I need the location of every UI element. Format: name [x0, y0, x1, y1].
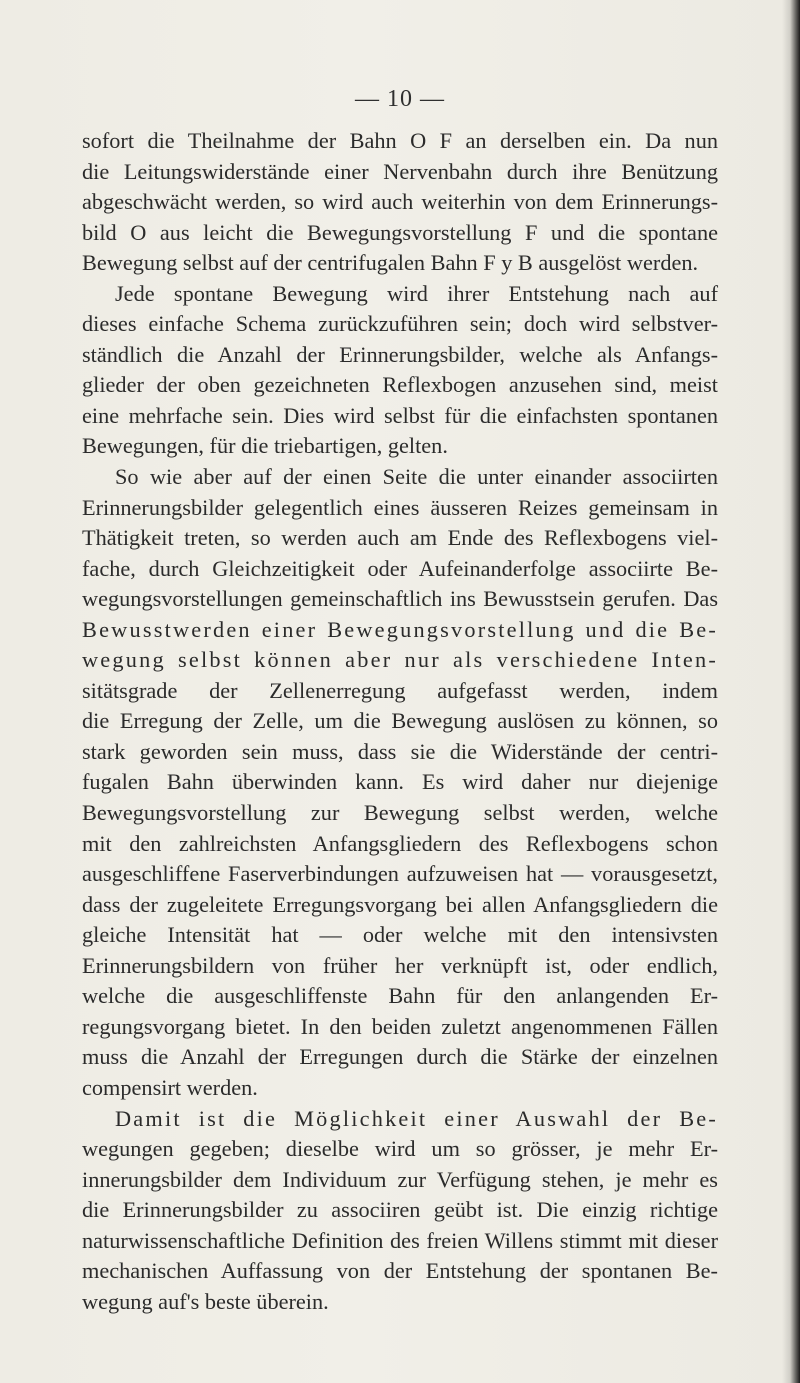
text-line: gleiche Intensität hat — oder welche mit den intensivsten	[82, 922, 718, 948]
text-line: Damit ist die Möglichkeit einer Auswahl der Be-	[115, 1105, 718, 1131]
text-line: mechanischen Auffassung von der Entstehung der spontanen Be-	[82, 1258, 718, 1284]
text-line: mit den zahlreichsten Anfangsgliedern des Reflexbogens schon	[82, 830, 718, 856]
body-text	[82, 126, 718, 1317]
text-line: bild O aus leicht die Bewegungsvorstellung F und die spontane	[82, 219, 718, 245]
text-line: muss die Anzahl der Erregungen durch die Stärke der einzelnen	[82, 1044, 718, 1070]
text-line: fache, durch Gleichzeitigkeit oder Aufeinanderfolge associirte Be-	[82, 555, 718, 581]
text-line: Erinnerungsbildern von früher her verknüpft ist, oder endlich,	[82, 952, 718, 978]
text-line: compensirt werden.	[82, 1074, 258, 1100]
text-line: glieder der oben gezeichneten Reflexbogen anzusehen sind, meist	[82, 372, 718, 398]
text-line: regungsvorgang bietet. In den beiden zuletzt angenommenen Fällen	[82, 1013, 718, 1039]
text-line: die Leitungswiderstände einer Nervenbahn durch ihre Benützung	[82, 158, 718, 184]
text-line: Thätigkeit treten, so werden auch am Ende des Reflexbogens viel-	[82, 525, 718, 551]
text-line: stark geworden sein muss, dass sie die Widerstände der centri-	[82, 738, 718, 764]
text-line: wegungsvorstellungen gemeinschaftlich ins Bewusstsein gerufen. Das	[82, 586, 718, 612]
text-line: Bewegung selbst auf der centrifugalen Bahn F y B ausgelöst werden.	[82, 250, 699, 276]
text-line: die Erregung der Zelle, um die Bewegung auslösen zu können, so	[82, 708, 718, 734]
page-number-header: — 10 —	[355, 86, 445, 112]
text-line: dieses einfache Schema zurückzuführen sein; doch wird selbstver-	[82, 311, 718, 337]
text-line: abgeschwächt werden, so wird auch weiterhin von dem Erinnerungs-	[82, 189, 718, 215]
text-line: fugalen Bahn überwinden kann. Es wird daher nur diejenige	[82, 769, 718, 795]
text-line: welche die ausgeschliffenste Bahn für den anlangenden Er-	[82, 983, 718, 1009]
text-line: Jede spontane Bewegung wird ihrer Entstehung nach auf	[115, 280, 718, 306]
text-line: die Erinnerungsbilder zu associiren geübt ist. Die einzig richtige	[82, 1197, 718, 1223]
text-line: Bewegungsvorstellung zur Bewegung selbst werden, welche	[82, 800, 718, 826]
text-line: wegung selbst können aber nur als verschiedene Inten-	[82, 647, 718, 673]
text-line: dass der zugeleitete Erregungsvorgang bei allen Anfangsgliedern die	[82, 891, 718, 917]
text-line: innerungsbilder dem Individuum zur Verfügung stehen, je mehr es	[82, 1166, 718, 1192]
text-line: naturwissenschaftliche Definition des freien Willens stimmt mit dieser	[82, 1227, 718, 1253]
text-line: So wie aber auf der einen Seite die unter einander associirten	[115, 464, 718, 490]
text-line: sitätsgrade der Zellenerregung aufgefasst werden, indem	[82, 677, 718, 703]
text-line: sofort die Theilnahme der Bahn O F an derselben ein. Da nun	[82, 128, 718, 153]
text-line: Bewusstwerden einer Bewegungsvorstellung und die Be-	[82, 616, 718, 642]
page-edge-shadow	[782, 0, 800, 1383]
text-line: ausgeschliffene Faserverbindungen aufzuweisen hat — vorausgesetzt,	[82, 861, 718, 887]
text-line: eine mehrfache sein. Dies wird selbst für die einfachsten spontanen	[82, 402, 718, 428]
text-line: wegungen gegeben; dieselbe wird um so grösser, je mehr Er-	[82, 1136, 718, 1162]
text-line: ständlich die Anzahl der Erinnerungsbilder, welche als Anfangs-	[82, 341, 718, 367]
text-line: Bewegungen, für die triebartigen, gelten.	[82, 433, 448, 459]
text-line: wegung auf's beste überein.	[82, 1288, 329, 1314]
text-line: Erinnerungsbilder gelegentlich eines äusseren Reizes gemeinsam in	[82, 494, 718, 520]
